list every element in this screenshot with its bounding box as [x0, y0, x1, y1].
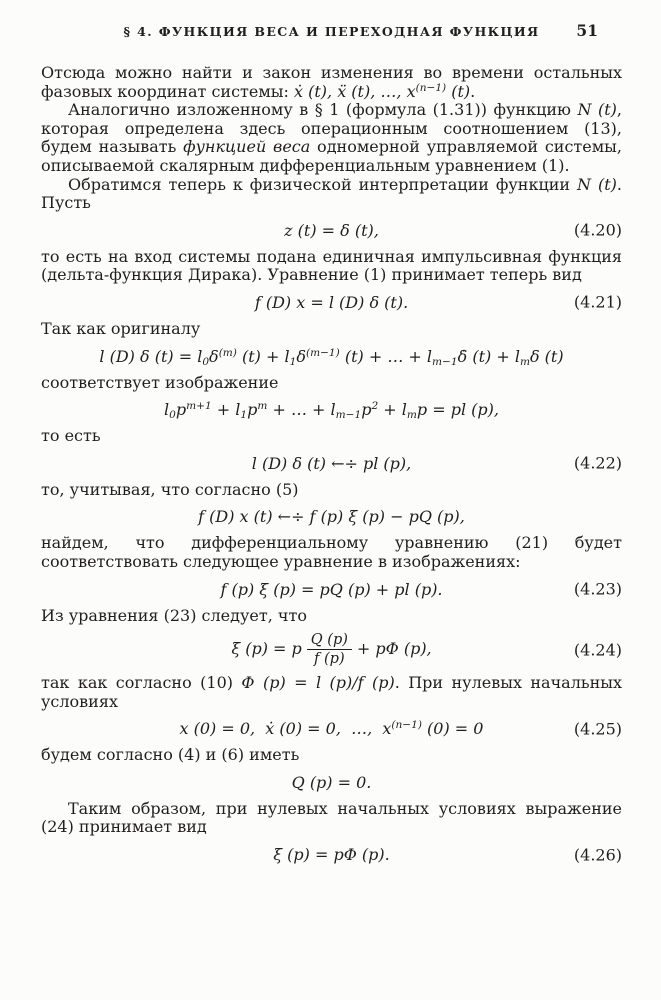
equation-body: [231, 632, 432, 668]
equation-number: (4.23): [573, 579, 622, 599]
equation-fragment-post: + pΦ (p),: [356, 639, 432, 659]
equation-correspondence-5: [41, 506, 622, 527]
equation-4-20: [41, 220, 622, 241]
equation-body: f (D) x = l (D) δ (t).: [254, 292, 409, 312]
paragraph-original: Так как оригиналу: [41, 318, 201, 338]
equation-4-25: [41, 718, 622, 739]
equation-delta-expansion: [41, 346, 622, 367]
equation-body: f (p) ξ (p) = pQ (p) + pl (p).: [220, 579, 443, 599]
equation-body: l (D) δ (t) ←÷ pl (p),: [251, 453, 412, 473]
page-number: 51: [576, 21, 598, 40]
fraction: [307, 632, 352, 667]
running-section-title: § 4. ФУНКЦИЯ ВЕСА И ПЕРЕХОДНАЯ ФУНКЦИЯ: [123, 24, 540, 39]
equation-number: (4.24): [573, 640, 622, 660]
equation-body: $l_0p^{m+1} + l_1p^m$ + … + $l_{m-1}p^2 + l_mp$ = pl (p),: [164, 400, 499, 422]
equation-number: (4.26): [573, 845, 622, 865]
paragraph-that-is: то есть: [41, 426, 101, 446]
equation-4-23: [41, 579, 622, 600]
equation-body: f (D) x (t) ←÷ f (p) ξ (p) − pQ (p),: [198, 507, 465, 527]
equation-body: ξ (p) = pΦ (p).: [273, 845, 390, 865]
page-header: [41, 21, 622, 42]
equation-body: z (t) = δ (t),: [284, 220, 379, 240]
equation-number: (4.22): [573, 453, 622, 473]
equation-4-21: [41, 292, 622, 313]
paragraph-according-4-6: будем согласно (4) и (6) иметь: [41, 745, 300, 765]
equation-q-zero: [41, 772, 622, 793]
equation-body: Q (p) = 0.: [291, 772, 372, 792]
equation-body: l (D) δ $(t) = l_0\delta^{(m)}$ $(t) + l_1\delta^{(m-1)}$ (t) + … + $l_{m-1}\deltȧ$ $(t) + l_m\delta$ (t): [99, 346, 564, 368]
paragraph-weight-function-definition: Аналогично изложенному в § 1 (формула (1.31)) функцию N (t), которая определена здесь операционным соотношением (13), будем называть функцией веса одномерной управляемой системы, описываемой скалярным дифференциальным уравнением (1).: [41, 100, 622, 175]
equation-4-26: [41, 844, 622, 865]
paragraph-dirac-delta: то есть на вход системы подана единичная импульсивная функция (дельта-функция Дирака). Уравнение (1) принимает теперь вид: [41, 246, 622, 285]
equation-fragment-pre: ξ (p) = p: [231, 639, 302, 659]
paragraph-image: соответствует изображение: [41, 372, 279, 392]
equation-4-22: [41, 453, 622, 474]
equation-number: (4.20): [573, 220, 622, 240]
paragraph-considering-5: то, учитывая, что согласно (5): [41, 479, 299, 499]
equation-number: (4.21): [573, 292, 622, 312]
paragraph-physical-interpretation: Обратимся теперь к физической интерпретации функции N (t). Пусть: [41, 174, 623, 213]
paragraph-intro: Отсюда можно найти и закон изменения во времени остальных фазовых координат системы: ẋ (t), ẍ (t), …, $x^{(n-1)}$ (t).: [41, 63, 622, 101]
equation-4-24: [41, 632, 622, 667]
paragraph-thus: Таким образом, при нулевых начальных условиях выражение (24) принимает вид: [41, 798, 622, 837]
equation-body: x (0) = 0, ẋ (0) = 0, …, $x^{(n-1)}$ (0) = 0: [179, 719, 484, 739]
paragraph-from-equation-23: Из уравнения (23) следует, что: [41, 605, 307, 625]
fraction-numerator: Q (p): [307, 632, 352, 650]
page-body: [41, 64, 622, 865]
equation-number: (4.25): [573, 719, 622, 739]
fraction-denominator: f (p): [314, 651, 345, 668]
paragraph-zero-initial-conditions: так как согласно (10) Φ (p) = l (p)/f (p). При нулевых начальных условиях: [41, 673, 623, 711]
paragraph-find-image-equation: найдем, что дифференциальному уравнению (21) будет соответствовать следующее уравнение в изображениях:: [41, 533, 622, 571]
equation-image-polynomial: [41, 399, 622, 420]
